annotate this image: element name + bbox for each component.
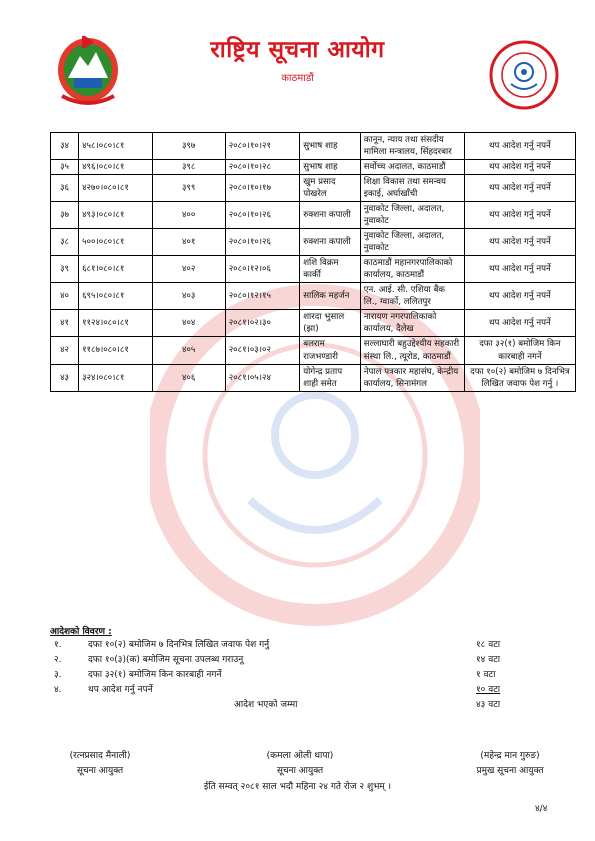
row-office-cell: कानून, न्याय तथा संसदीय मामिला मन्त्रालय, सिंहदरबार <box>360 133 464 160</box>
summary-item-text: दफा १०(२) बमोजिम ७ दिनभित्र लिखित जवाफ पेश गर्नु <box>88 640 270 650</box>
row-order-cell: दफा ३२(१) बमोजिम किन कारबाही नगर्ने <box>464 337 575 364</box>
row-order-cell: थप आदेश गर्नु नपर्ने <box>464 256 575 283</box>
row-office-cell: सल्लाघारी बहुउद्देश्यीय सहकारी संस्था लि., त्यूरोड, काठमाडौं <box>360 337 464 364</box>
row-office-cell: शिक्षा विकास तथा समन्वय इकाई, अर्घाखाँची <box>360 175 464 202</box>
row-decision-number-cell: ४०० <box>152 202 225 229</box>
row-serial-cell: ४३ <box>51 364 79 391</box>
table-row <box>51 256 576 283</box>
row-date-cell: २०८०।१०।१७ <box>225 175 300 202</box>
row-registration-cell: ११२४।०८०।८१ <box>79 310 153 337</box>
row-date-cell: २०८०।१०।२६ <box>225 202 300 229</box>
table-row <box>51 133 576 160</box>
row-office-cell: काठमाडौं महानगरपालिकाको कार्यालय, काठमाडौं <box>360 256 464 283</box>
row-office-cell: सर्वोच्च अदालत, काठमाडौं <box>360 160 464 175</box>
row-registration-cell: ११८७।०८०।८१ <box>79 337 153 364</box>
row-applicant-cell: बलराम राजभण्डारी <box>300 337 361 364</box>
row-decision-number-cell: ३९७ <box>152 133 225 160</box>
row-order-cell: थप आदेश गर्नु नपर्ने <box>464 202 575 229</box>
table-row <box>51 229 576 256</box>
summary-item-count: १० वटा <box>476 685 501 695</box>
table-row <box>51 160 576 175</box>
orders-table <box>50 132 576 392</box>
row-serial-cell: ४१ <box>51 310 79 337</box>
row-decision-number-cell: ४०१ <box>152 229 225 256</box>
signatory-role: प्रमुख सूचना आयुक्त <box>476 766 544 776</box>
row-decision-number-cell: ४०३ <box>152 283 225 310</box>
row-date-cell: २०८०।१०।२६ <box>225 229 300 256</box>
row-registration-cell: ६९५।०८०।८१ <box>79 283 153 310</box>
summary-item-text: दफा ३२(१) बमोजिम किन कारबाही नगर्ने <box>88 670 222 680</box>
row-registration-cell: ४२७०।०८०।८१ <box>79 175 153 202</box>
summary-item-number: १. <box>54 640 62 650</box>
row-registration-cell: ५००।०८०।८१ <box>79 229 153 256</box>
signatory-name: (रत्नप्रसाद मैनाली) <box>69 751 131 761</box>
row-date-cell: २०८०।१२।०६ <box>225 256 300 283</box>
row-applicant-cell: खुम प्रसाद पोखरेल <box>300 175 361 202</box>
row-date-cell: २०८०।१०।२८ <box>225 160 300 175</box>
row-registration-cell: ६८१।०८०।८१ <box>79 256 153 283</box>
page-title: राष्ट्रिय सूचना आयोग <box>210 37 385 63</box>
row-registration-cell: ४९३।०८०।८१ <box>79 202 153 229</box>
row-order-cell: थप आदेश गर्नु नपर्ने <box>464 229 575 256</box>
summary-total <box>50 697 576 712</box>
row-applicant-cell: शारदा भुसाल (झा) <box>300 310 361 337</box>
signatory-name: (महेन्द्र मान गुरुङ) <box>480 751 540 761</box>
summary-item <box>50 667 576 682</box>
row-serial-cell: ३९ <box>51 256 79 283</box>
row-office-cell: एन. आई. सी. एशिया बैंक लि., ग्वार्को, ललितपुर <box>360 283 464 310</box>
summary-title: आदेशको विवरण : <box>50 627 112 637</box>
signature-block <box>40 748 160 778</box>
table-row <box>51 202 576 229</box>
summary-total-label: आदेश भएको जम्मा <box>234 700 298 710</box>
row-applicant-cell: रुक्शना कपाली <box>300 202 361 229</box>
row-serial-cell: ३४ <box>51 133 79 160</box>
summary-item-text: थप आदेश गर्नु नपर्ने <box>88 685 153 695</box>
row-office-cell: नुवाकोट जिल्ला, अदालत, नुवाकोट <box>360 229 464 256</box>
summary-item-number: ३. <box>54 670 62 680</box>
row-date-cell: २०८०।१०।२१ <box>225 133 300 160</box>
row-registration-cell: ४५८।०८०।८१ <box>79 133 153 160</box>
table-row <box>51 310 576 337</box>
row-date-cell: २०८०।१२।१५ <box>225 283 300 310</box>
summary-item <box>50 637 576 652</box>
page-subtitle: काठमाडौं <box>281 73 314 84</box>
row-order-cell: थप आदेश गर्नु नपर्ने <box>464 283 575 310</box>
signatory-role: सूचना आयुक्त <box>276 766 324 776</box>
table-row <box>51 283 576 310</box>
row-serial-cell: ३७ <box>51 202 79 229</box>
row-order-cell: थप आदेश गर्नु नपर्ने <box>464 133 575 160</box>
row-serial-cell: ३५ <box>51 160 79 175</box>
summary-item-number: २. <box>54 655 62 665</box>
summary-item <box>50 682 576 697</box>
row-order-cell: थप आदेश गर्नु नपर्ने <box>464 175 575 202</box>
row-decision-number-cell: ४०४ <box>152 310 225 337</box>
row-order-cell: दफा १०(२) बमोजिम ७ दिनभित्र लिखित जवाफ पेश गर्नु । <box>464 364 575 391</box>
row-decision-number-cell: ४०६ <box>152 364 225 391</box>
row-office-cell: नेपाल पत्रकार महासंघ, केन्द्रीय कार्यालय, सिनामंगल <box>360 364 464 391</box>
letterhead <box>0 0 595 130</box>
row-registration-cell: ३२४।०८०।८१ <box>79 364 153 391</box>
summary-total-count: ४३ वटा <box>476 700 501 710</box>
row-date-cell: २०८१।०२।३० <box>225 310 300 337</box>
row-applicant-cell: रुक्शना कपाली <box>300 229 361 256</box>
commission-seal-icon <box>489 40 559 110</box>
signature-block <box>445 748 575 778</box>
row-applicant-cell: शशि विक्रम कार्की <box>300 256 361 283</box>
row-applicant-cell: सालिक महर्जन <box>300 283 361 310</box>
row-office-cell: नारायण नगरपालिकाको कार्यालय, दैलेख <box>360 310 464 337</box>
row-order-cell: थप आदेश गर्नु नपर्ने <box>464 310 575 337</box>
summary-item-count: १ वटा <box>476 670 496 680</box>
page-number: ४/४ <box>535 804 548 814</box>
summary-item-number: ४. <box>54 685 62 695</box>
row-decision-number-cell: ४०२ <box>152 256 225 283</box>
row-registration-cell: ४९६।०८०।८१ <box>79 160 153 175</box>
summary-item-count: १४ वटा <box>476 655 501 665</box>
table-row <box>51 175 576 202</box>
order-summary <box>50 624 576 712</box>
summary-item <box>50 652 576 667</box>
row-decision-number-cell: ४०५ <box>152 337 225 364</box>
row-applicant-cell: सुभाष शाह <box>300 133 361 160</box>
row-decision-number-cell: ३९९ <box>152 175 225 202</box>
signatory-name: (कमला ओली थापा) <box>266 751 334 761</box>
row-serial-cell: ३६ <box>51 175 79 202</box>
row-order-cell: थप आदेश गर्नु नपर्ने <box>464 160 575 175</box>
table-row <box>51 337 576 364</box>
table-row <box>51 364 576 391</box>
row-date-cell: २०८१।०५।२४ <box>225 364 300 391</box>
row-applicant-cell: सुभाष शाह <box>300 160 361 175</box>
summary-item-count: १८ वटा <box>476 640 501 650</box>
row-date-cell: २०८१।०३।०२ <box>225 337 300 364</box>
signatory-role: सूचना आयुक्त <box>76 766 124 776</box>
row-serial-cell: ४२ <box>51 337 79 364</box>
row-serial-cell: ४० <box>51 283 79 310</box>
row-decision-number-cell: ३९८ <box>152 160 225 175</box>
row-applicant-cell: योगेन्द्र प्रताप शाही समेत <box>300 364 361 391</box>
signature-block <box>240 748 360 778</box>
summary-item-text: दफा १०(३)(क) बमोजिम सूचना उपलब्ध गराउनू <box>88 655 244 665</box>
row-serial-cell: ३८ <box>51 229 79 256</box>
row-office-cell: नुवाकोट जिल्ला, अदालत, नुवाकोट <box>360 202 464 229</box>
date-line: ईति सम्वत् २०८१ साल भदौ महिना २४ गते रोज २ शुभम् । <box>203 782 392 792</box>
